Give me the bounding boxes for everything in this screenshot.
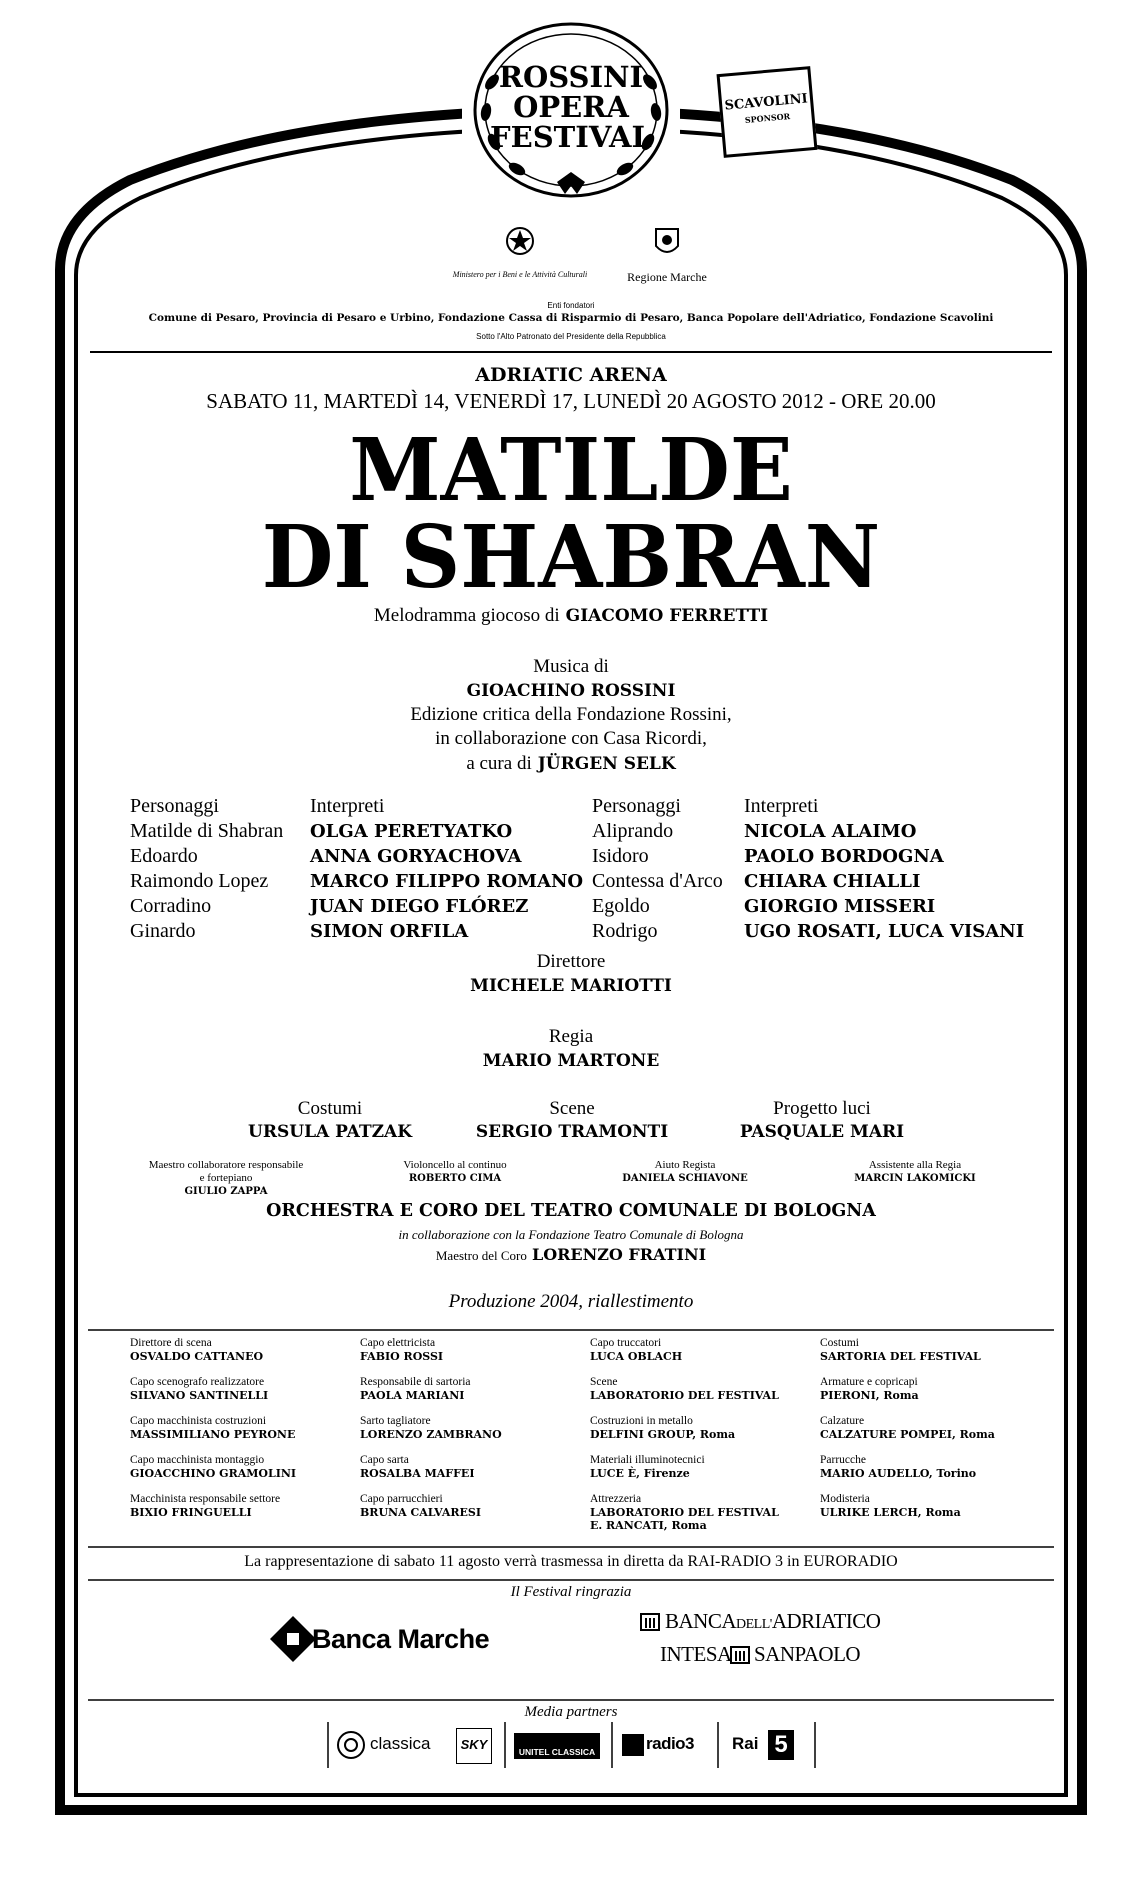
role: Contessa d'Arco	[592, 870, 723, 892]
performer: NICOLA ALAIMO	[744, 821, 917, 842]
venue: ADRIATIC ARENA	[475, 364, 667, 386]
design-name: SERGIO TRAMONTI	[475, 1122, 669, 1142]
performer-header: Interpreti	[310, 795, 385, 817]
staff-name: ROSALBA MAFFEI	[360, 1467, 475, 1480]
role: Matilde di Shabran	[130, 820, 284, 842]
assistant-label: Assistente alla Regia	[868, 1159, 962, 1171]
staff-name: SILVANO SANTINELLI	[130, 1389, 269, 1402]
staff-name: LABORATORIO DEL FESTIVAL	[590, 1506, 779, 1519]
chorus-prefix: Maestro del Coro	[435, 1248, 527, 1263]
staff-role: Capo macchinista costruzioni	[130, 1415, 267, 1427]
staff-name: SARTORIA DEL FESTIVAL	[820, 1350, 981, 1363]
staff-name: FABIO ROSSI	[360, 1350, 444, 1363]
logo-line-2: OPERA	[513, 90, 629, 124]
staff-name: PIERONI, Roma	[820, 1389, 919, 1402]
adriatico-text-1: BANCA	[665, 1609, 737, 1633]
unitel-classica-logo	[514, 1733, 600, 1759]
role-header: Personaggi	[130, 795, 219, 817]
orchestra-collab: in collaborazione con la Fondazione Teatro Comunale di Bologna	[398, 1227, 744, 1242]
staff-name: ULRIKE LERCH, Roma	[820, 1506, 961, 1519]
assistant-name: DANIELA SCHIAVONE	[622, 1173, 748, 1184]
role: Rodrigo	[592, 920, 658, 942]
performer: PAOLO BORDOGNA	[744, 846, 944, 867]
role: Corradino	[130, 895, 212, 917]
staff-name: PAOLA MARIANI	[360, 1389, 465, 1402]
assistant-label: Aiuto Regista	[654, 1159, 716, 1171]
sanpaolo-text: SANPAOLO	[754, 1642, 861, 1666]
title-line-1: MATILDE	[349, 420, 793, 521]
staff-name: OSVALDO CATTANEO	[130, 1350, 264, 1363]
design-name: PASQUALE MARI	[739, 1122, 905, 1142]
staff-role: Costumi	[820, 1337, 859, 1349]
staff-name: BRUNA CALVARESI	[360, 1506, 481, 1519]
logo-line-3: FESTIVAL	[490, 120, 652, 154]
role: Egoldo	[592, 895, 650, 917]
staff-role: Capo truccatori	[590, 1337, 662, 1349]
music-label: Musica di	[533, 656, 609, 677]
sponsor-label: SPONSOR	[744, 111, 791, 125]
radio3-logo	[622, 1728, 710, 1762]
regia-label: Regia	[548, 1026, 594, 1047]
performer: GIORGIO MISSERI	[744, 896, 936, 917]
staff-name: CALZATURE POMPEI, Roma	[820, 1428, 995, 1441]
broadcast-note: La rappresentazione di sabato 11 agosto verrà trasmessa in diretta da RAI-RADIO 3 in EURORADIO	[244, 1553, 898, 1570]
composer: GIOACHINO ROSSINI	[466, 681, 676, 701]
title-line-2: DI SHABRAN	[261, 507, 881, 608]
regia-name: MARIO MARTONE	[482, 1051, 660, 1071]
ministry-label: Ministero per i Beni e le Attività Culturali	[452, 270, 588, 279]
role: Raimondo Lopez	[130, 870, 269, 892]
staff-name: MASSIMILIANO PEYRONE	[130, 1428, 296, 1441]
performer: OLGA PERETYATKO	[310, 821, 513, 842]
dates: SABATO 11, MARTEDÌ 14, VENERDÌ 17, LUNEDÌ 20 AGOSTO 2012 - ORE 20.00	[206, 389, 936, 413]
edition-line-2: in collaborazione con Casa Ricordi,	[435, 728, 707, 749]
sky-text: SKY	[460, 1737, 488, 1752]
direttore-name: MICHELE MARIOTTI	[470, 976, 672, 996]
region-label: Regione Marche	[627, 270, 707, 284]
role-header: Personaggi	[592, 795, 681, 817]
staff-role: Calzature	[820, 1415, 865, 1427]
enti-label: Enti fondatori	[547, 301, 595, 310]
intesa-text: INTESA	[660, 1642, 732, 1666]
staff-role: Sarto tagliatore	[360, 1415, 431, 1427]
staff-name: GIOACCHINO GRAMOLINI	[130, 1467, 297, 1480]
assistant-name: MARCIN LAKOMICKI	[854, 1173, 976, 1184]
design-name: URSULA PATZAK	[248, 1122, 412, 1142]
staff-role: Capo parrucchieri	[360, 1493, 443, 1505]
staff-role: Capo scenografo realizzatore	[130, 1376, 265, 1388]
adriatico-text-2: DELL'	[736, 1617, 772, 1632]
staff-name: E. RANCATI, Roma	[590, 1519, 707, 1532]
scavolini-brand: SCAVOLINI	[724, 91, 809, 114]
classica-icon	[336, 1730, 366, 1760]
chorus-master: LORENZO FRATINI	[531, 1245, 707, 1264]
staff-role: Scene	[590, 1376, 618, 1388]
thanks-label: Il Festival ringrazia	[510, 1584, 632, 1600]
rai-radio-icon	[622, 1734, 644, 1756]
staff-role: Capo macchinista montaggio	[130, 1454, 265, 1466]
staff-role: Attrezzeria	[590, 1493, 642, 1505]
staff-role: Armature e copricapi	[820, 1376, 918, 1388]
sky-badge	[456, 1728, 492, 1764]
role: Isidoro	[592, 845, 649, 867]
staff-role: Direttore di scena	[130, 1337, 212, 1349]
banca-marche-text: Banca Marche	[312, 1624, 490, 1654]
design-label: Costumi	[297, 1098, 363, 1119]
performer: ANNA GORYACHOVA	[310, 846, 522, 867]
production: Produzione 2004, riallestimento	[448, 1291, 694, 1312]
staff-name: LUCE È, Firenze	[590, 1467, 690, 1480]
role: Edoardo	[130, 845, 198, 867]
performer: MARCO FILIPPO ROMANO	[310, 871, 584, 892]
role: Aliprando	[592, 820, 674, 842]
assistant-name: GIULIO ZAPPA	[184, 1186, 268, 1197]
design-label: Progetto luci	[773, 1098, 871, 1119]
role: Ginardo	[130, 920, 196, 942]
design-label: Scene	[549, 1098, 595, 1119]
classica-text: classica	[370, 1734, 431, 1753]
staff-name: BIXIO FRINGUELLI	[130, 1506, 252, 1519]
edition-line-1: Edizione critica della Fondazione Rossini,	[410, 704, 732, 725]
direttore-label: Direttore	[536, 951, 606, 972]
logo-line-1: ROSSINI	[498, 60, 644, 94]
staff-role: Materiali illuminotecnici	[590, 1454, 705, 1466]
adriatico-text-3: ADRIATICO	[771, 1609, 881, 1633]
staff-role: Modisteria	[820, 1493, 870, 1505]
subtitle-prefix: Melodramma giocoso di	[373, 605, 560, 626]
radio3-text: radio3	[646, 1734, 695, 1753]
staff-name: LABORATORIO DEL FESTIVAL	[590, 1389, 779, 1402]
classica-sky-logo	[336, 1728, 496, 1762]
staff-name: DELFINI GROUP, Roma	[590, 1428, 736, 1441]
curator: JÜRGEN SELK	[537, 754, 676, 774]
performer: SIMON ORFILA	[310, 921, 469, 942]
performer: CHIARA CHIALLI	[744, 871, 921, 892]
assistant-label: Violoncello al continuo	[403, 1159, 507, 1171]
media-label: Media partners	[524, 1704, 618, 1720]
staff-name: LORENZO ZAMBRANO	[360, 1428, 502, 1441]
rai5-number: 5	[768, 1730, 794, 1760]
patronage: Sotto l'Alto Patronato del Presidente della Repubblica	[476, 332, 666, 341]
assistant-name: ROBERTO CIMA	[408, 1173, 502, 1184]
staff-role: Capo sarta	[360, 1454, 409, 1466]
curator-prefix: a cura di	[466, 753, 532, 774]
performer: JUAN DIEGO FLÓREZ	[310, 896, 529, 917]
staff-role: Costruzioni in metallo	[590, 1415, 693, 1427]
unitel-text: UNITEL CLASSICA	[518, 1747, 596, 1757]
performer: UGO ROSATI, LUCA VISANI	[744, 921, 1025, 942]
staff-role: Capo elettricista	[360, 1337, 436, 1349]
performer-header: Interpreti	[744, 795, 819, 817]
orchestra-name: ORCHESTRA E CORO DEL TEATRO COMUNALE DI BOLOGNA	[266, 1201, 876, 1221]
rai-text: Rai	[732, 1734, 759, 1753]
enti-list: Comune di Pesaro, Provincia di Pesaro e Urbino, Fondazione Cassa di Risparmio di Pesaro, Banca Popolare dell'Adriatico, Fondazione Scavolini	[148, 312, 994, 324]
staff-name: LUCA OBLACH	[590, 1350, 683, 1363]
librettist: GIACOMO FERRETTI	[565, 606, 769, 626]
staff-role: Macchinista responsabile settore	[130, 1493, 281, 1505]
rai5-logo	[730, 1730, 800, 1760]
assistant-label: Maestro collaboratore responsabile e fortepiano	[148, 1159, 304, 1184]
staff-role: Responsabile di sartoria	[360, 1376, 471, 1388]
staff-name: MARIO AUDELLO, Torino	[820, 1467, 977, 1480]
staff-role: Parrucche	[820, 1454, 866, 1466]
